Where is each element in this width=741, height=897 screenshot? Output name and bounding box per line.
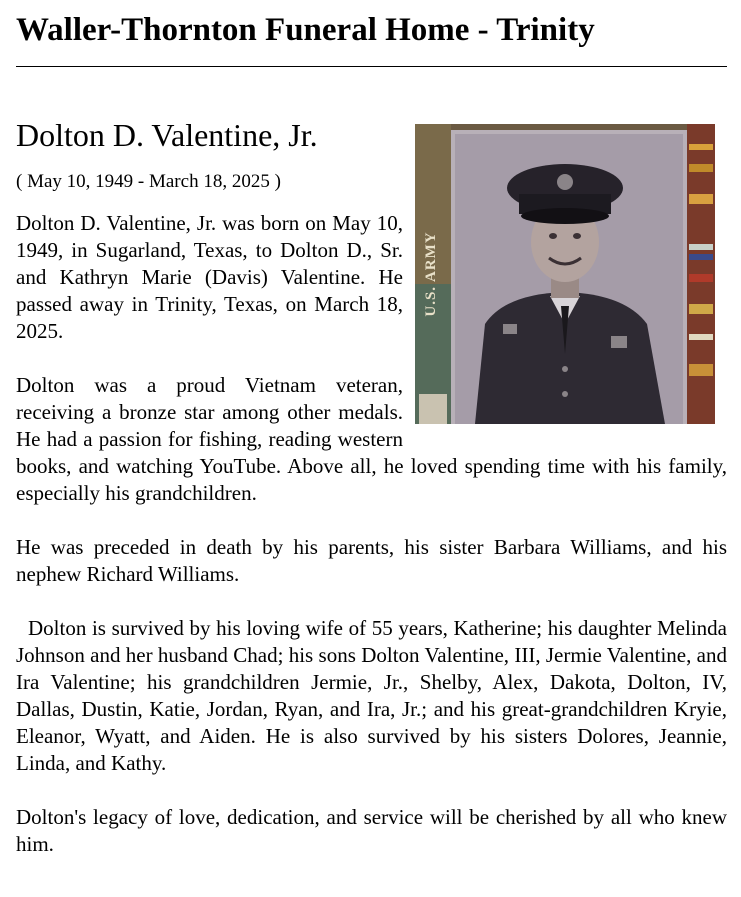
header-divider (16, 66, 727, 67)
obituary-paragraph-legacy: Dolton's legacy of love, dedication, and service will be cherished by all who knew him. (16, 805, 727, 856)
army-banner-text: U.S. ARMY (423, 231, 439, 317)
obituary-paragraph-birth: Dolton D. Valentine, Jr. was born on May 10, 1949, in Sugarland, Texas, to Dolton D., Sr. and Kathryn Marie (Davis) Valentine. He passed away in Trinity, Texas, on March 18, 2025. (16, 211, 403, 343)
deceased-name: Dolton D. Valentine, Jr. (16, 117, 318, 153)
life-dates: ( May 10, 1949 - March 18, 2025 ) (16, 171, 281, 192)
obituary-page (16, 0, 727, 858)
army-portrait-image (415, 124, 715, 424)
site-title: Waller-Thornton Funeral Home - Trinity (16, 12, 595, 48)
obituary-paragraph-service: Dolton was a proud Vietnam veteran, receiving a bronze star among other medals. He had a passion for fishing, reading western books, and watching YouTube. Above all, he loved spending time with his family, especially his grandchildren. (16, 373, 727, 505)
obituary-photo (415, 124, 715, 424)
obituary-paragraph-preceded: He was preceded in death by his parents, his sister Barbara Williams, and his nephew Richard Williams. (16, 535, 727, 586)
obituary-paragraph-survivors: Dolton is survived by his loving wife of 55 years, Katherine; his daughter Melinda Johnson and her husband Chad; his sons Dolton Valentine, III, Jermie Valentine, and Ira Valentine; his grandchildren Jermie, Jr., Shelby, Alex, Dakota, Dolton, IV, Dallas, Dustin, Katie, Jordan, Ryan, and Ira, Jr.; and his great-grandchildren Kryie, Eleanor, Wyatt, and Aiden. He is also survived by his sisters Dolores, Jeannie, Linda, and Kathy. (16, 616, 727, 775)
